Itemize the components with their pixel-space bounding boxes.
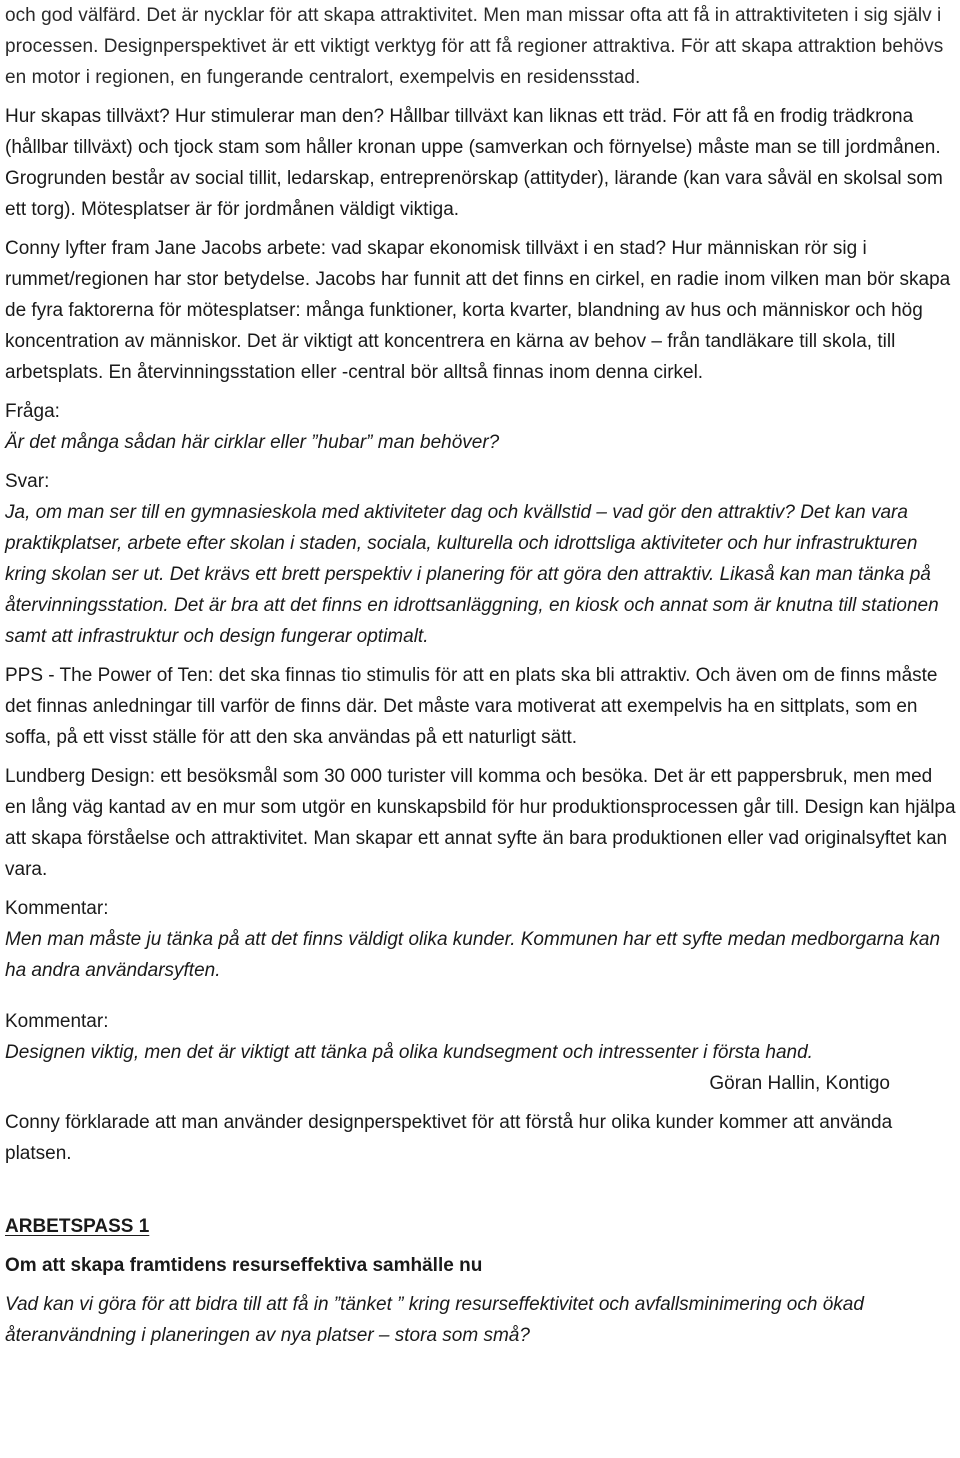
answer-text: Ja, om man ser till en gymnasieskola med aktiviteter dag och kvällstid – vad gör den attraktiv? Det kan vara praktikplatser, arbete efter skolan i staden, sociala, kulturella och idrottsliga aktiviteter och hur infrastrukturen kring skolan ser ut. Det krävs ett brett perspektiv i planering för att göra den attraktiv. Likaså kan man tänka på återvinningsstation. Det är bra att det finns en idrottsanläggning, en kiosk och annat som är knutna till stationen samt att infrastruktur och design fungerar optimalt. xyxy=(5,502,939,647)
paragraph-intro: och god välfärd. Det är nycklar för att skapa attraktivitet. Men man missar ofta att få in attraktiviteten i sig själv i processen. Designperspektivet är ett viktigt verktyg för att få regioner attraktiva. För att skapa attraktion behövs en motor i regionen, en fungerande centralort, exempelvis en residensstad. xyxy=(5,5,944,88)
spacer xyxy=(5,885,957,893)
comment-2-text: Designen viktig, men det är viktigt att tänka på olika kundsegment och intressenter i första hand. xyxy=(5,1042,813,1063)
spacer xyxy=(5,1099,957,1107)
spacer xyxy=(5,1281,957,1289)
spacer xyxy=(5,652,957,660)
spacer xyxy=(5,1242,957,1250)
spacer xyxy=(5,1169,957,1211)
comment-2-signature: Göran Hallin, Kontigo xyxy=(709,1073,890,1094)
paragraph-jacobs: Conny lyfter fram Jane Jacobs arbete: vad skapar ekonomisk tillväxt i en stad? Hur människan rör sig i rummet/regionen har stor betydelse. Jacobs har funnit att det finns en cirkel, en radie inom vilken man bör skapa de fyra faktorerna för mötesplatser: många funktioner, korta kvarter, blandning av hus och människor och hög koncentration av människor. Det är viktigt att koncentrera en kärna av behov – från tandläkare till skola, till arbetsplats. En återvinningsstation eller -central bör alltså finnas inom denna cirkel. xyxy=(5,238,951,383)
comment-2-label: Kommentar: xyxy=(5,1011,109,1032)
document-page xyxy=(5,0,957,1351)
question-label: Fråga: xyxy=(5,401,60,422)
spacer xyxy=(5,93,957,101)
spacer xyxy=(5,753,957,761)
question-text: Är det många sådan här cirklar eller ”hubar” man behöver? xyxy=(5,432,500,453)
comment-1-label: Kommentar: xyxy=(5,898,109,919)
spacer xyxy=(5,225,957,233)
spacer xyxy=(5,458,957,466)
paragraph-growth: Hur skapas tillväxt? Hur stimulerar man den? Hållbar tillväxt kan liknas ett träd. För att få en frodig trädkrona (hållbar tillväxt) och tjock stam som håller kronan uppe (samverkan och förnyelse) måste man se till jordmånen. Grogrunden består av social tillit, ledarskap, entreprenörskap (attityder), lärande (kan vara såväl en skolsal som ett torg). Mötesplatser är för jordmånen väldigt viktiga. xyxy=(5,106,943,220)
section-subtitle: Om att skapa framtidens resurseffektiva samhälle nu xyxy=(5,1255,483,1276)
section-title: ARBETSPASS 1 xyxy=(5,1216,150,1237)
paragraph-pps: PPS - The Power of Ten: det ska finnas tio stimulis för att en plats ska bli attraktiv. Och även om de finns måste det finnas anledningar till varför de finns där. Det måste vara motiverat att exempelvis ha en sittplats, som en soffa, på ett visst ställe för att den ska användas på ett naturligt sätt. xyxy=(5,665,938,748)
paragraph-conny: Conny förklarade att man använder designperspektivet för att förstå hur olika kunder kommer att använda platsen. xyxy=(5,1112,893,1164)
answer-label: Svar: xyxy=(5,471,50,492)
spacer xyxy=(5,388,957,396)
section-question: Vad kan vi göra för att bidra till att få in ”tänket ” kring resurseffektivitet och avfallsminimering och ökad återanvändning i planeringen av nya platser – stora som små? xyxy=(5,1294,864,1346)
comment-1-text: Men man måste ju tänka på att det finns väldigt olika kunder. Kommunen har ett syfte medan medborgarna kan ha andra användarsyften. xyxy=(5,929,941,981)
spacer xyxy=(5,986,957,1006)
paragraph-lundberg: Lundberg Design: ett besöksmål som 30 000 turister vill komma och besöka. Det är ett pappersbruk, men med en lång väg kantad av en mur som utgör en kunskapsbild för hur produktionsprocessen går till. Design kan hjälpa att skapa förståelse och attraktivitet. Man skapar ett annat syfte än bara produktionen eller vad originalsyftet kan vara. xyxy=(5,766,956,880)
